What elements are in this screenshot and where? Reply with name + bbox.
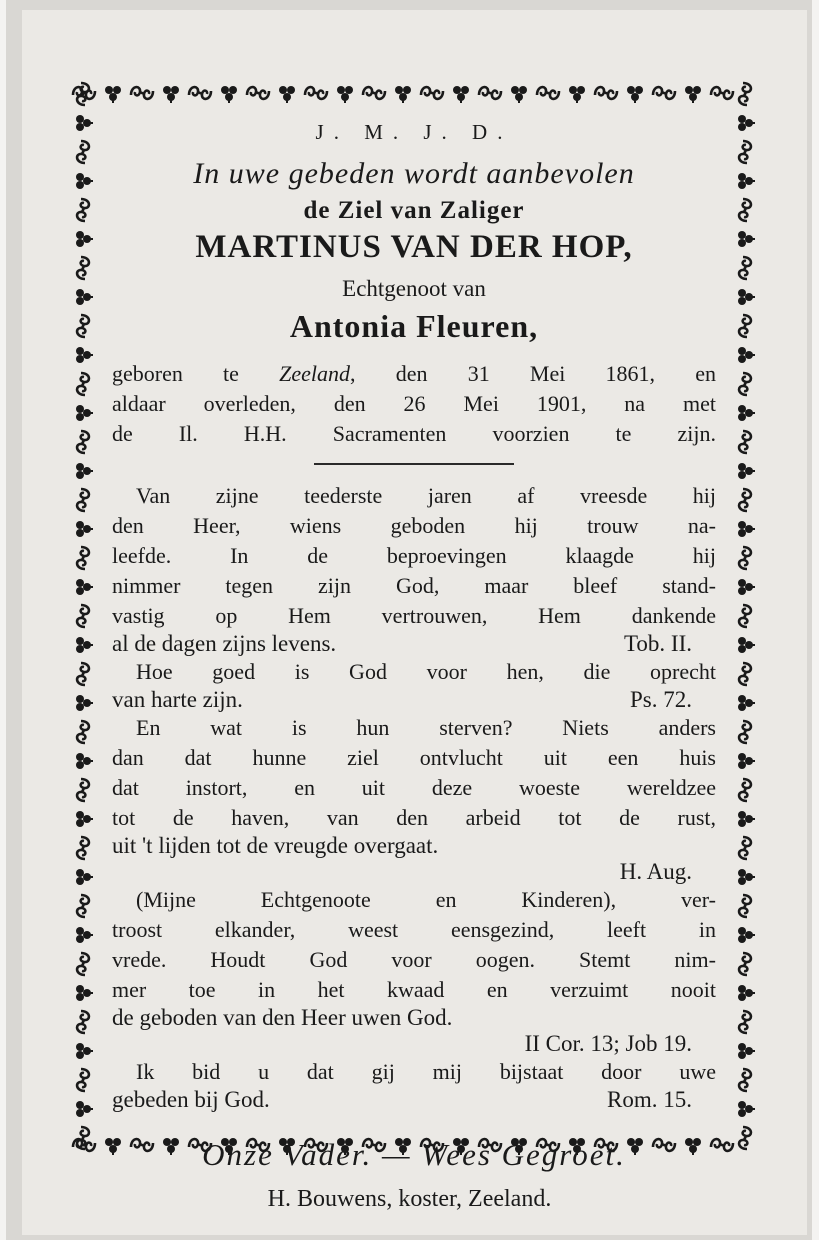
text-line: mer toe in het kwaad en verzuimt nooit xyxy=(112,977,716,1002)
closing-prayer: Onze Vader. — Wees Gegroet. xyxy=(202,1137,626,1172)
birth-death-block xyxy=(112,359,716,449)
text-line: dan dat hunne ziel ontvlucht uit een huis xyxy=(112,745,716,770)
spouse-name: Antonia Fleuren, xyxy=(289,308,539,344)
border-right-ornament xyxy=(732,80,758,1158)
text-line: troost elkander, weest eensgezind, leeft in xyxy=(112,917,716,942)
scripture-reference: Ps. 72. xyxy=(630,687,692,712)
deceased-name: MARTINUS VAN DER HOP, xyxy=(195,229,633,265)
scroll-ornament xyxy=(77,779,89,801)
scroll-ornament xyxy=(739,895,751,917)
scroll-ornament xyxy=(739,837,751,859)
trefoil-ornament xyxy=(738,405,755,421)
scroll-ornament xyxy=(711,87,733,99)
scroll-ornament xyxy=(739,315,751,337)
text-line-with-ref xyxy=(112,1087,716,1113)
scroll-ornament xyxy=(739,431,751,453)
trefoil-ornament xyxy=(76,985,93,1001)
text-line: leefde. In de beproevingen klaagde hij xyxy=(112,543,716,568)
scroll-ornament xyxy=(77,663,89,685)
text-line: vrede. Houdt God voor oogen. Stemt nim- xyxy=(112,947,716,972)
text-line-with-ref xyxy=(112,631,716,657)
scroll-ornament xyxy=(739,779,751,801)
scroll-ornament xyxy=(739,605,751,627)
scroll-ornament xyxy=(739,1011,751,1033)
trefoil-ornament xyxy=(76,869,93,885)
divider-rule xyxy=(314,463,514,465)
scroll-ornament xyxy=(739,199,751,221)
text-line: uit 't lijden tot de vreugde overgaat. xyxy=(112,833,439,858)
birth-line-post: , den 31 Mei 1861, en xyxy=(350,361,717,386)
trefoil-ornament xyxy=(738,347,755,363)
trefoil-ornament xyxy=(76,1043,93,1059)
intro-line: In uwe gebeden wordt aanbevolen xyxy=(193,157,635,190)
trefoil-ornament xyxy=(76,579,93,595)
sacraments-line: de Il. H.H. Sacramenten voorzien te zijn. xyxy=(112,421,716,446)
text-line: Van zijne teederste jaren af vreesde hij xyxy=(136,483,716,508)
scripture-reference: Rom. 15. xyxy=(607,1087,692,1112)
scripture-reference: II Cor. 13; Job 19. xyxy=(524,1031,692,1056)
trefoil-ornament xyxy=(76,1101,93,1117)
scroll-ornament xyxy=(189,87,211,99)
scroll-ornament xyxy=(595,87,617,99)
scroll-ornament xyxy=(77,895,89,917)
trefoil-ornament xyxy=(76,231,93,247)
trefoil-ornament xyxy=(738,811,755,827)
printer-credit: H. Bouwens, koster, Zeeland. xyxy=(267,1186,552,1212)
scroll-ornament xyxy=(739,1069,751,1091)
text-line-with-ref xyxy=(112,687,716,713)
scroll-ornament xyxy=(739,547,751,569)
trefoil-ornament xyxy=(738,289,755,305)
trefoil-ornament xyxy=(395,86,411,103)
scroll-ornament xyxy=(77,257,89,279)
scroll-ornament xyxy=(421,87,443,99)
trefoil-ornament xyxy=(76,115,93,131)
trefoil-ornament xyxy=(76,463,93,479)
trefoil-ornament xyxy=(76,521,93,537)
scroll-ornament xyxy=(363,87,385,99)
trefoil-ornament xyxy=(337,86,353,103)
scroll-ornament xyxy=(739,1127,751,1149)
trefoil-ornament xyxy=(738,869,755,885)
trefoil-ornament xyxy=(738,521,755,537)
scroll-ornament xyxy=(77,315,89,337)
scroll-ornament xyxy=(77,373,89,395)
scroll-ornament xyxy=(77,1127,89,1149)
trefoil-ornament xyxy=(738,1043,755,1059)
scroll-ornament xyxy=(739,141,751,163)
text-line: al de dagen zijns levens. xyxy=(112,631,337,656)
text-line: Hoe goed is God voor hen, die oprecht xyxy=(136,659,716,684)
scroll-ornament xyxy=(739,953,751,975)
scroll-ornament xyxy=(247,87,269,99)
scroll-ornament xyxy=(739,721,751,743)
scroll-ornament xyxy=(739,489,751,511)
scroll-ornament xyxy=(77,953,89,975)
scroll-ornament xyxy=(739,373,751,395)
trefoil-ornament xyxy=(738,695,755,711)
trefoil-ornament xyxy=(738,985,755,1001)
scroll-ornament xyxy=(305,87,327,99)
birth-line-pre: geboren te xyxy=(112,361,280,386)
trefoil-ornament xyxy=(221,86,237,103)
meditation-text xyxy=(112,481,716,1113)
trefoil-ornament xyxy=(738,927,755,943)
trefoil-ornament xyxy=(453,86,469,103)
spouse-label: Echtgenoot van xyxy=(342,276,486,301)
text-line: van harte zijn. xyxy=(112,687,243,712)
scroll-ornament xyxy=(739,83,751,105)
trefoil-ornament xyxy=(76,347,93,363)
text-line: (Mijne Echtgenoote en Kinderen), ver- xyxy=(136,887,716,912)
text-line: nimmer tegen zijn God, maar bleef stand- xyxy=(112,573,716,598)
scroll-ornament xyxy=(77,431,89,453)
birth-place: Zeeland xyxy=(279,361,351,386)
scroll-ornament xyxy=(77,605,89,627)
trefoil-ornament xyxy=(685,86,701,103)
trefoil-ornament xyxy=(627,86,643,103)
trefoil-ornament xyxy=(738,579,755,595)
trefoil-ornament xyxy=(76,637,93,653)
card-text xyxy=(112,112,716,1173)
trefoil-ornament xyxy=(76,811,93,827)
trefoil-ornament xyxy=(105,86,121,103)
soul-of-line: de Ziel van Zaliger xyxy=(303,197,525,224)
scroll-ornament xyxy=(77,489,89,511)
death-line: aldaar overleden, den 26 Mei 1901, na met xyxy=(112,391,716,416)
text-line: den Heer, wiens geboden hij trouw na- xyxy=(112,513,716,538)
trefoil-ornament xyxy=(738,463,755,479)
scroll-ornament xyxy=(479,87,501,99)
text-line: vastig op Hem vertrouwen, Hem dankende xyxy=(112,603,716,628)
scroll-ornament xyxy=(77,547,89,569)
scroll-ornament xyxy=(739,663,751,685)
text-line: tot de haven, van den arbeid tot de rust, xyxy=(112,805,716,830)
trefoil-ornament xyxy=(76,405,93,421)
trefoil-ornament xyxy=(738,753,755,769)
trefoil-ornament xyxy=(738,637,755,653)
scroll-ornament xyxy=(131,87,153,99)
trefoil-ornament xyxy=(738,1101,755,1117)
trefoil-ornament xyxy=(738,231,755,247)
scroll-ornament xyxy=(77,83,89,105)
scroll-ornament xyxy=(653,87,675,99)
border-top-ornament xyxy=(70,80,758,106)
scroll-ornament xyxy=(739,257,751,279)
scripture-reference: H. Aug. xyxy=(619,859,692,884)
trefoil-ornament xyxy=(569,86,585,103)
trefoil-ornament xyxy=(76,289,93,305)
trefoil-ornament xyxy=(76,173,93,189)
trefoil-ornament xyxy=(76,695,93,711)
scroll-ornament xyxy=(77,1011,89,1033)
text-line: de geboden van den Heer uwen God. xyxy=(112,1005,453,1030)
scroll-ornament xyxy=(77,721,89,743)
trefoil-ornament xyxy=(738,173,755,189)
border-left-ornament xyxy=(70,80,96,1158)
trefoil-ornament xyxy=(279,86,295,103)
scroll-ornament xyxy=(77,141,89,163)
jmjd-heading: J. M. J. D. xyxy=(315,120,513,144)
scroll-ornament xyxy=(537,87,559,99)
text-line: dat instort, en uit deze woeste wereldzee xyxy=(112,775,716,800)
trefoil-ornament xyxy=(511,86,527,103)
text-line: En wat is hun sterven? Niets anders xyxy=(136,715,716,740)
birth-line xyxy=(112,359,716,389)
scroll-ornament xyxy=(77,199,89,221)
text-line: Ik bid u dat gij mij bijstaat door uwe xyxy=(136,1059,716,1084)
trefoil-ornament xyxy=(163,86,179,103)
scroll-ornament xyxy=(77,837,89,859)
trefoil-ornament xyxy=(738,115,755,131)
trefoil-ornament xyxy=(76,927,93,943)
text-line: gebeden bij God. xyxy=(112,1087,270,1112)
scroll-ornament xyxy=(77,1069,89,1091)
scripture-reference: Tob. II. xyxy=(623,631,692,656)
trefoil-ornament xyxy=(76,753,93,769)
